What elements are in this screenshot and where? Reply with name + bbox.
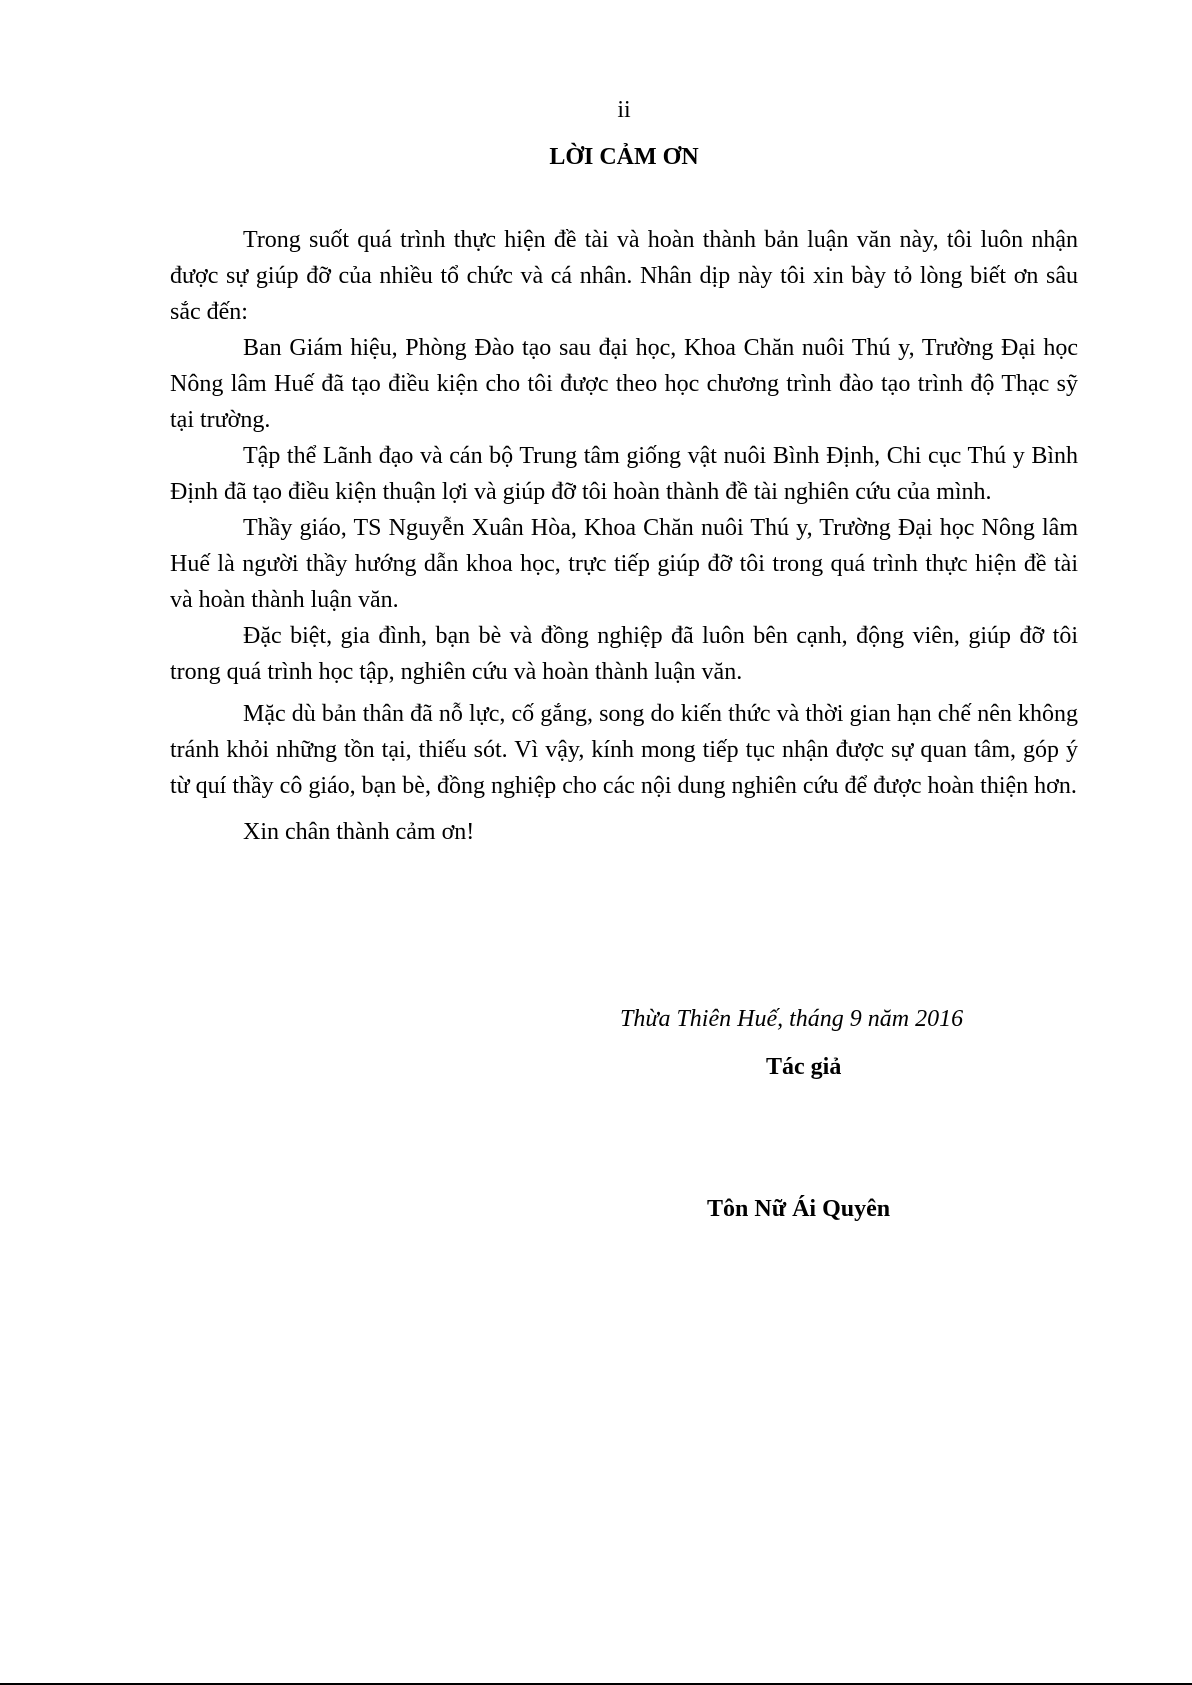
paragraph: Thầy giáo, TS Nguyễn Xuân Hòa, Khoa Chăn nuôi Thú y, Trường Đại học Nông lâm Huế là người thầy hướng dẫn khoa học, trực tiếp giúp đỡ tôi trong quá trình thực hiện đề tài và hoàn thành luận văn. [170, 515, 1078, 613]
place-date: Thừa Thiên Huế, tháng 9 năm 2016 [620, 1006, 964, 1032]
author-label: Tác giả [766, 1054, 842, 1080]
closing-line: Xin chân thành cảm ơn! [243, 819, 475, 845]
paragraph: Trong suốt quá trình thực hiện đề tài và hoàn thành bản luận văn này, tôi luôn nhận được sự giúp đỡ của nhiều tổ chức và cá nhân. Nhân dịp này tôi xin bày tỏ lòng biết ơn sâu sắc đến: [170, 227, 1078, 325]
paragraph: Mặc dù bản thân đã nỗ lực, cố gắng, song do kiến thức và thời gian hạn chế nên không tránh khỏi những tồn tại, thiếu sót. Vì vậy, kính mong tiếp tục nhận được sự quan tâm, góp ý từ quí thầy cô giáo, bạn bè, đồng nghiệp cho các nội dung nghiên cứu để được hoàn thiện hơn. [170, 701, 1078, 799]
paragraph: Đặc biệt, gia đình, bạn bè và đồng nghiệp đã luôn bên cạnh, động viên, giúp đỡ tôi trong quá trình học tập, nghiên cứu và hoàn thành luận văn. [170, 623, 1078, 685]
paragraph: Tập thể Lãnh đạo và cán bộ Trung tâm giống vật nuôi Bình Định, Chi cục Thú y Bình Định đã tạo điều kiện thuận lợi và giúp đỡ tôi hoàn thành đề tài nghiên cứu của mình. [170, 443, 1078, 505]
paragraph: Ban Giám hiệu, Phòng Đào tạo sau đại học, Khoa Chăn nuôi Thú y, Trường Đại học Nông lâm Huế đã tạo điều kiện cho tôi được theo học chương trình đào tạo trình độ Thạc sỹ tại trường. [170, 335, 1078, 433]
author-name: Tôn Nữ Ái Quyên [707, 1196, 891, 1222]
acknowledgement-body [170, 222, 1078, 850]
page-title: LỜI CẢM ƠN [549, 144, 699, 170]
page-number: ii [617, 97, 631, 123]
